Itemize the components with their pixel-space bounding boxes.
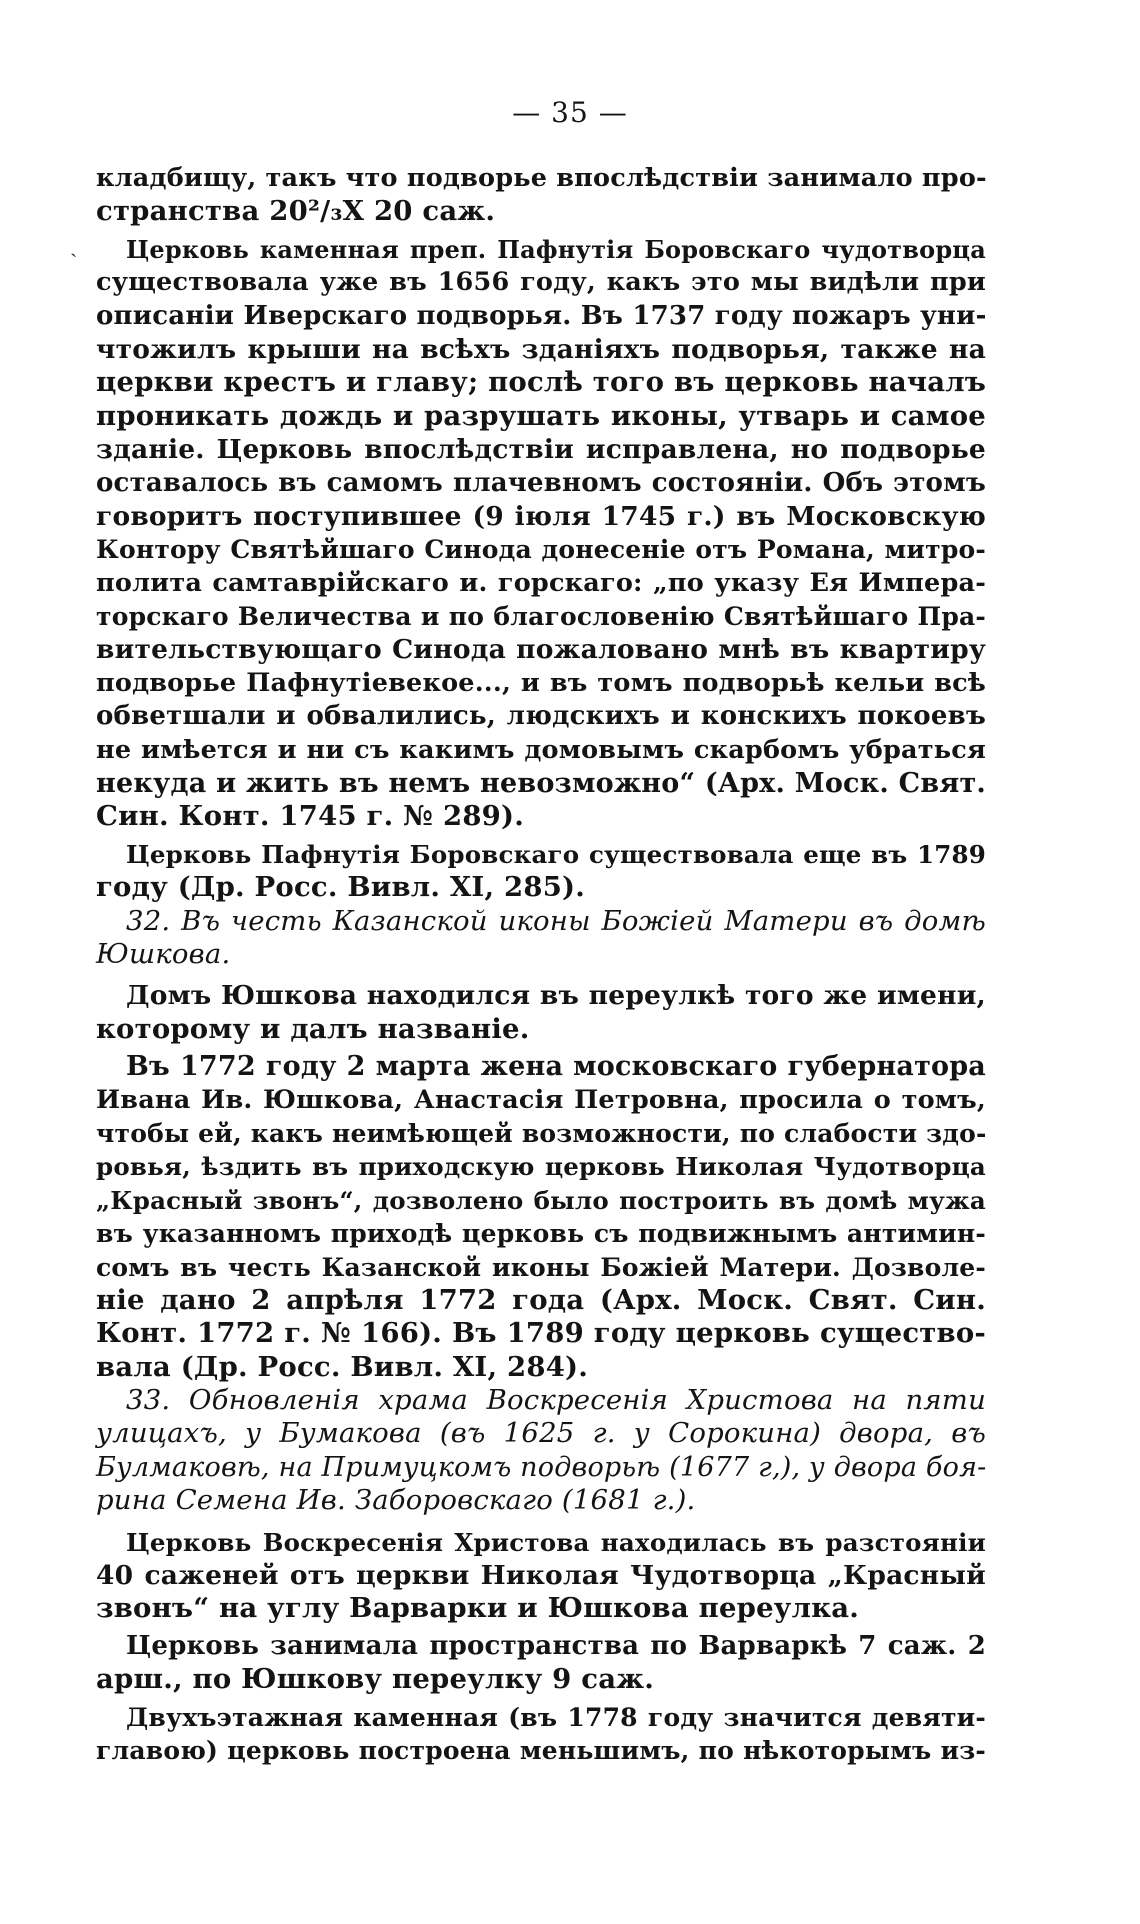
- text-line: Церковь Пафнутія Боровскаго существовала еще въ 1789: [126, 839, 986, 869]
- text-line: сомъ въ честь Казанской иконы Божіей Матери. Дозволе-: [96, 1252, 986, 1282]
- text-line: существовала уже въ 1656 году, какъ это мы видѣли при: [96, 267, 986, 298]
- text-line: подворье Пафнутіевекое..., и въ томъ подворьѣ кельи всѣ: [96, 667, 986, 698]
- section-heading-33-cont: Булмаковѣ, на Примуцкомъ подворьѣ (1677 г,), у двора боя-: [96, 1451, 987, 1483]
- text-line: Домъ Юшкова находился въ переулкѣ того же имени,: [126, 980, 986, 1012]
- text-line: Двухъэтажная каменная (въ 1778 году значится девяти-: [126, 1702, 986, 1732]
- text-line: обветшали и обвалились, людскихъ и конскихъ покоевъ: [96, 701, 986, 732]
- text-line: торскаго Величества и по благословенію Святѣйшаго Пра-: [96, 602, 986, 632]
- section-heading-32-cont: Юшкова.: [96, 937, 231, 970]
- text-line: некуда и жить въ немъ невозможно“ (Арх. Моск. Свят.: [96, 768, 986, 800]
- text-line: вала (Др. Росс. Вивл. XI, 284).: [96, 1350, 589, 1383]
- section-heading-33-cont: улицахъ, у Бумакова (въ 1625 г. у Сорокина) двора, въ: [96, 1417, 986, 1450]
- text-line: говоритъ поступившее (9 іюля 1745 г.) въ Московскую: [96, 500, 986, 532]
- text-line: арш., по Юшкову переулку 9 саж.: [96, 1663, 654, 1696]
- text-line: Контору Святѣйшаго Синода донесеніе отъ Романа, митро-: [96, 535, 986, 565]
- text-line: не имѣется и ни съ какимъ домовымъ скарбомъ убраться: [96, 734, 986, 765]
- text-line: Церковь Воскресенія Христова находилась въ разстояніи: [126, 1527, 986, 1557]
- text-line: чтожилъ крыши на всѣхъ зданіяхъ подворья, также на: [96, 333, 986, 365]
- text-line: кладбищу, такъ что подворье впослѣдствіи занимало про-: [96, 163, 987, 193]
- text-line: описаніи Иверскаго подворья. Въ 1737 году пожаръ уни-: [96, 300, 987, 331]
- text-line: зданіе. Церковь впослѣдствіи исправлена, но подворье: [96, 434, 986, 466]
- section-heading-33-cont: рина Семена Ив. Заборовскаго (1681 г.).: [96, 1484, 696, 1517]
- text-line: оставалось въ самомъ плачевномъ состояніи. Объ этомъ: [96, 467, 986, 498]
- text-line: ровья, ѣздить въ приходскую церковь Николая Чудотворца: [96, 1152, 986, 1182]
- margin-mark: ˎ: [70, 233, 78, 258]
- text-line: въ указанномъ приходѣ церковь съ подвижнымъ антимин-: [96, 1219, 986, 1249]
- text-line: Конт. 1772 г. № 166). Въ 1789 году церковь существо-: [96, 1317, 986, 1350]
- text-line: звонъ“ на углу Варварки и Юшкова переулка.: [96, 1592, 860, 1625]
- text-line: странства 20²/₃X 20 саж.: [96, 195, 496, 228]
- text-line: полита самтаврійскаго и. горскаго: „по указу Ея Импера-: [96, 567, 986, 598]
- text-line: главою) церковь построена меньшимъ, по нѣкоторымъ из-: [96, 1735, 986, 1765]
- text-line: Ивана Ив. Юшкова, Анастасія Петровна, просила о томъ,: [96, 1084, 986, 1115]
- text-line: которому и далъ названіе.: [96, 1012, 530, 1045]
- section-heading-33: 33. Обновленія храма Воскресенія Христова на пяти: [126, 1384, 986, 1417]
- body-text: [96, 162, 986, 1767]
- text-line: вительствующаго Синода пожаловано мнѣ въ квартиру: [96, 634, 986, 666]
- text-line: году (Др. Росс. Вивл. XI, 285).: [96, 871, 586, 904]
- text-line: церкви крестъ и главу; послѣ того въ церковь началъ: [96, 366, 987, 399]
- text-line: Церковь каменная преп. Пафнутія Боровскаго чудотворца: [126, 234, 986, 264]
- text-line: Въ 1772 году 2 марта жена московскаго губернатора: [126, 1051, 986, 1083]
- page-number: — 35 —: [512, 96, 628, 129]
- text-line: чтобы ей, какъ неимѣющей возможности, по слабости здо-: [96, 1118, 987, 1148]
- text-line: „Красный звонъ“, дозволено было построить въ домѣ мужа: [96, 1185, 986, 1215]
- text-line: проникать дождь и разрушать иконы, утварь и самое: [96, 399, 986, 432]
- text-line: ніе дано 2 апрѣля 1772 года (Арх. Моск. Свят. Син.: [96, 1283, 986, 1316]
- text-line: Син. Конт. 1745 г. № 289).: [96, 800, 524, 833]
- section-heading-32: 32. Въ честь Казанской иконы Божіей Матери въ домѣ: [126, 904, 986, 937]
- text-line: 40 саженей отъ церкви Николая Чудотворца „Красный: [96, 1560, 986, 1592]
- text-line: Церковь занимала пространства по Варваркѣ 7 саж. 2: [126, 1630, 986, 1661]
